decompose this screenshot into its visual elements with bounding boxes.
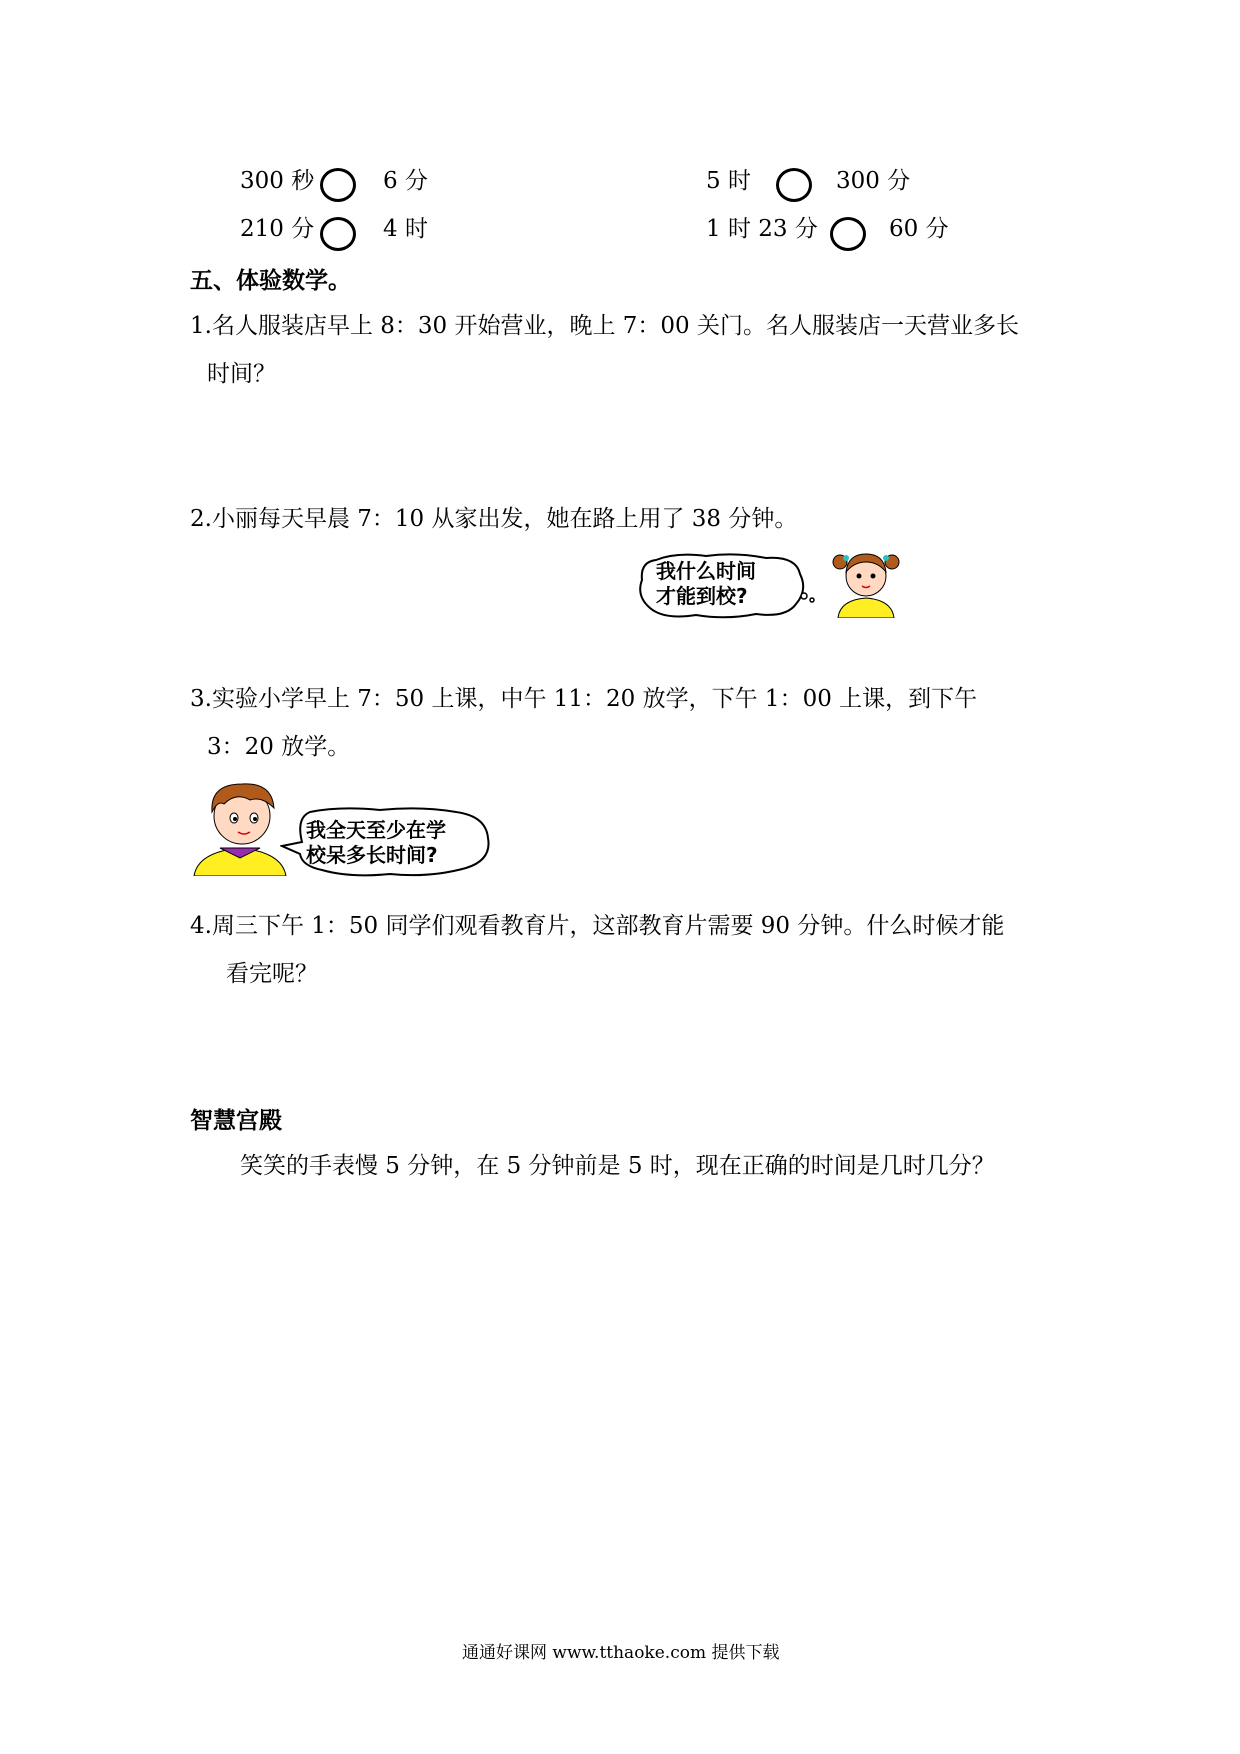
compare-row1-left-b: 6 分 (383, 168, 428, 194)
girl-illustration (826, 548, 906, 618)
compare-circle-1[interactable] (320, 168, 356, 202)
question-4-line-1: 4.周三下午 1：50 同学们观看教育片，这部教育片需要 90 分钟。什么时候才能 (190, 913, 1005, 939)
wisdom-title: 智慧宫殿 (190, 1108, 282, 1134)
compare-row2-right-a: 1 时 23 分 (706, 216, 818, 242)
compare-row2-left-b: 4 时 (383, 216, 428, 242)
compare-circle-2[interactable] (776, 168, 812, 202)
girl-bubble-line-2: 才能到校? (656, 584, 748, 608)
compare-row2-right-b: 60 分 (889, 216, 949, 242)
compare-row1-right-a: 5 时 (706, 168, 751, 194)
question-3-line-2: 3：20 放学。 (207, 734, 351, 760)
wisdom-text: 笑笑的手表慢 5 分钟，在 5 分钟前是 5 时，现在正确的时间是几时几分？ (240, 1153, 995, 1179)
compare-circle-3[interactable] (320, 217, 356, 251)
question-3-line-1: 3.实验小学早上 7：50 上课，中午 11：20 放学，下午 1：00 上课，到下午 (190, 686, 978, 712)
question-1-line-1: 1.名人服装店早上 8：30 开始营业，晚上 7：00 关门。名人服装店一天营业多长 (190, 313, 1019, 339)
question-4-line-2: 看完呢？ (226, 961, 318, 987)
compare-circle-4[interactable] (830, 217, 866, 251)
question-1-line-2: 时间？ (207, 361, 276, 387)
section-title: 五、体验数学。 (190, 268, 351, 294)
boy-bubble-line-1: 我全天至少在学 (306, 818, 446, 842)
compare-row1-right-b: 300 分 (836, 168, 911, 194)
compare-row1-left-a: 300 秒 (240, 168, 315, 194)
compare-row2-left-a: 210 分 (240, 216, 315, 242)
question-2-line-1: 2.小丽每天早晨 7：10 从家出发，她在路上用了 38 分钟。 (190, 506, 798, 532)
girl-bubble-line-1: 我什么时间 (656, 559, 756, 583)
boy-speech-bubble (280, 806, 496, 878)
boy-bubble-line-2: 校呆多长时间? (306, 843, 438, 867)
footer-text: 通通好课网 www.tthaoke.com 提供下载 (462, 1643, 780, 1663)
